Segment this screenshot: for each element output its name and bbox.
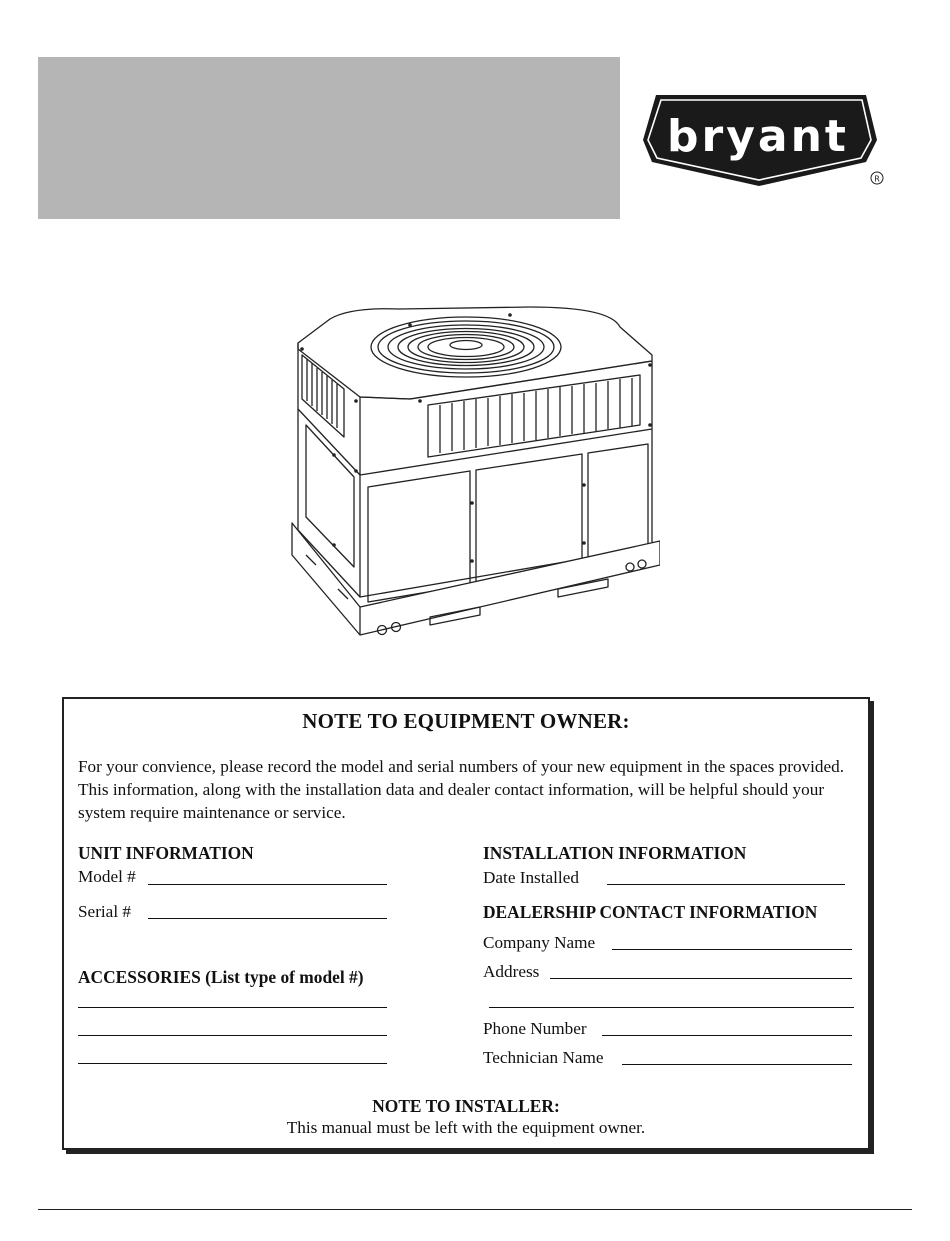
registered-mark: R [874,174,880,184]
footer-rule [38,1209,912,1210]
installer-note-text: This manual must be left with the equipment owner. [286,1118,646,1137]
accessories-heading: ACCESSORIES (List type of model #) [78,967,364,987]
bryant-logo [640,88,885,190]
hvac-unit-icon [290,305,660,650]
technician-name-label: Technician Name [483,1048,604,1067]
accessory-line-1[interactable] [78,1007,387,1008]
title-block [38,57,620,219]
technician-name-field[interactable] [622,1064,852,1065]
phone-number-field[interactable] [602,1035,852,1036]
date-installed-field[interactable] [607,884,845,885]
address-label: Address [483,962,540,981]
unit-illustration [290,305,660,650]
intro-paragraph: For your convience, please record the model and serial numbers of your new equipment in the spaces provided. This information, along with the installation data and dealer contact information, will be helpful should your system require maintenance or service. [78,757,845,822]
date-installed-label: Date Installed [483,868,579,887]
logo-wordmark: bryant [667,111,849,162]
address-field-2[interactable] [489,1007,854,1008]
unit-info-heading: UNIT INFORMATION [78,843,254,863]
address-field-1[interactable] [550,978,852,979]
dealership-heading: DEALERSHIP CONTACT INFORMATION [483,902,818,922]
serial-field[interactable] [148,918,387,919]
note-title: NOTE TO EQUIPMENT OWNER: [302,709,630,733]
installation-info-heading: INSTALLATION INFORMATION [483,843,747,863]
accessory-line-3[interactable] [78,1063,387,1064]
accessory-line-2[interactable] [78,1035,387,1036]
serial-label: Serial # [78,902,131,921]
owner-note-box [62,697,870,1150]
logo-badge-icon [640,88,885,190]
model-field[interactable] [148,884,387,885]
installer-note-title: NOTE TO INSTALLER: [372,1096,560,1116]
company-name-label: Company Name [483,933,596,952]
model-label: Model # [78,867,136,886]
company-name-field[interactable] [612,949,852,950]
phone-number-label: Phone Number [483,1019,587,1038]
